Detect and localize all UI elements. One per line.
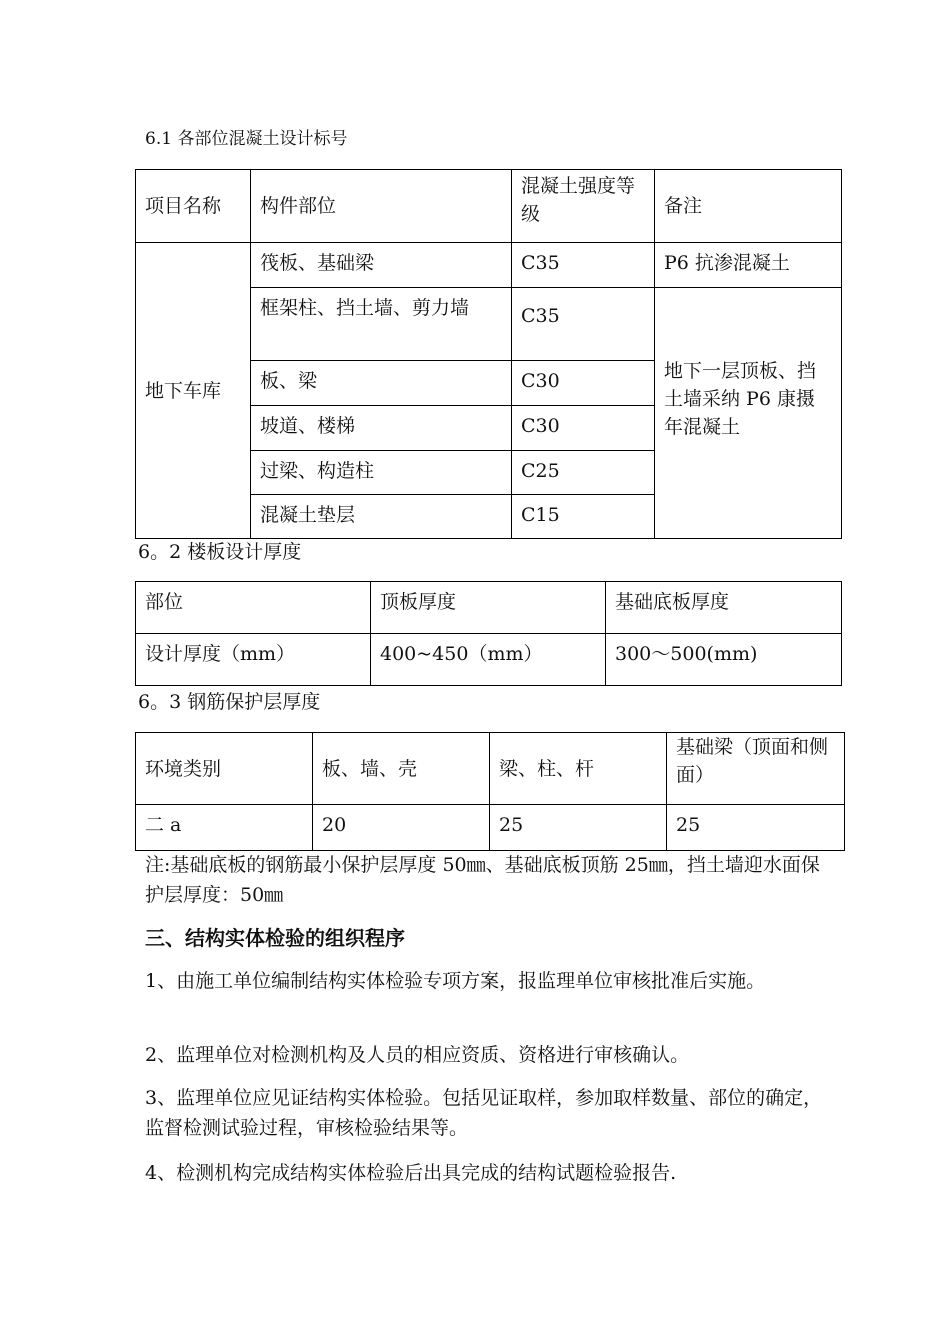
note-cell: P6 抗渗混凝土 [655, 243, 842, 288]
header-cell: 部位 [136, 582, 371, 634]
header-cell: 备注 [655, 170, 842, 243]
header-cell: 板、墙、壳 [313, 733, 490, 805]
list-item: 3、监理单位应见证结构实体检验。包括见证取样，参加取样数量、部位的确定，监督检测试验过程，审核检验结果等。 [145, 1087, 823, 1139]
header-cell: 构件部位 [251, 170, 512, 243]
list-item: 4、检测机构完成结构实体检验后出具完成的结构试题检验报告. [145, 1162, 677, 1184]
list-item: 1、由施工单位编制结构实体检验专项方案，报监理单位审核批准后实施。 [145, 970, 766, 992]
table-row [136, 634, 842, 686]
part-cell: 过梁、构造柱 [251, 451, 512, 495]
part-cell: 筏板、基础梁 [251, 243, 512, 288]
concrete-grade-table [135, 169, 842, 539]
part-cell: 框架柱、挡土墙、剪力墙 [251, 288, 512, 361]
part-cell: 坡道、楼梯 [251, 406, 512, 451]
group-cell: 地下车库 [136, 243, 251, 539]
grade-cell: C30 [512, 406, 655, 451]
header-cell: 基础梁（顶面和侧面） [667, 733, 845, 805]
part-cell: 混凝土垫层 [251, 495, 512, 539]
section-3-title: 三、结构实体检验的组织程序 [145, 926, 405, 950]
table-header-row [136, 733, 845, 805]
table-header-row [136, 582, 842, 634]
header-cell: 基础底板厚度 [606, 582, 842, 634]
data-cell: 25 [490, 805, 667, 851]
header-cell: 梁、柱、杆 [490, 733, 667, 805]
data-cell: 25 [667, 805, 845, 851]
data-cell: 二 a [136, 805, 313, 851]
section-6-3-title: 6。3 钢筋保护层厚度 [138, 691, 321, 713]
grade-cell: C25 [512, 451, 655, 495]
grade-cell: C15 [512, 495, 655, 539]
rebar-cover-table [135, 732, 845, 851]
header-cell: 项目名称 [136, 170, 251, 243]
table-header-row [136, 170, 842, 243]
list-item: 2、监理单位对检测机构及人员的相应资质、资格进行审核确认。 [145, 1044, 690, 1066]
table-row [136, 243, 842, 288]
section-6-1-title: 6.1 各部位混凝土设计标号 [145, 129, 348, 149]
grade-cell: C30 [512, 361, 655, 406]
merged-note-cell: 地下一层顶板、挡土墙采纳 P6 康摄年混凝土 [655, 288, 842, 539]
data-cell: 设计厚度（mm） [136, 634, 371, 686]
part-cell: 板、梁 [251, 361, 512, 406]
table-note: 注:基础底板的钢筋最小保护层厚度 50㎜、基础底板顶筋 25㎜，挡土墙迎水面保护层厚度：50㎜ [145, 854, 820, 906]
header-cell: 环境类别 [136, 733, 313, 805]
slab-thickness-table [135, 581, 842, 686]
grade-cell: C35 [512, 288, 655, 361]
data-cell: 20 [313, 805, 490, 851]
data-cell: 400~450（mm） [371, 634, 606, 686]
table-row [136, 805, 845, 851]
section-6-2-title: 6。2 楼板设计厚度 [138, 541, 302, 563]
data-cell: 300～500(mm) [606, 634, 842, 686]
header-cell: 顶板厚度 [371, 582, 606, 634]
grade-cell: C35 [512, 243, 655, 288]
header-cell: 混凝土强度等级 [512, 170, 655, 243]
